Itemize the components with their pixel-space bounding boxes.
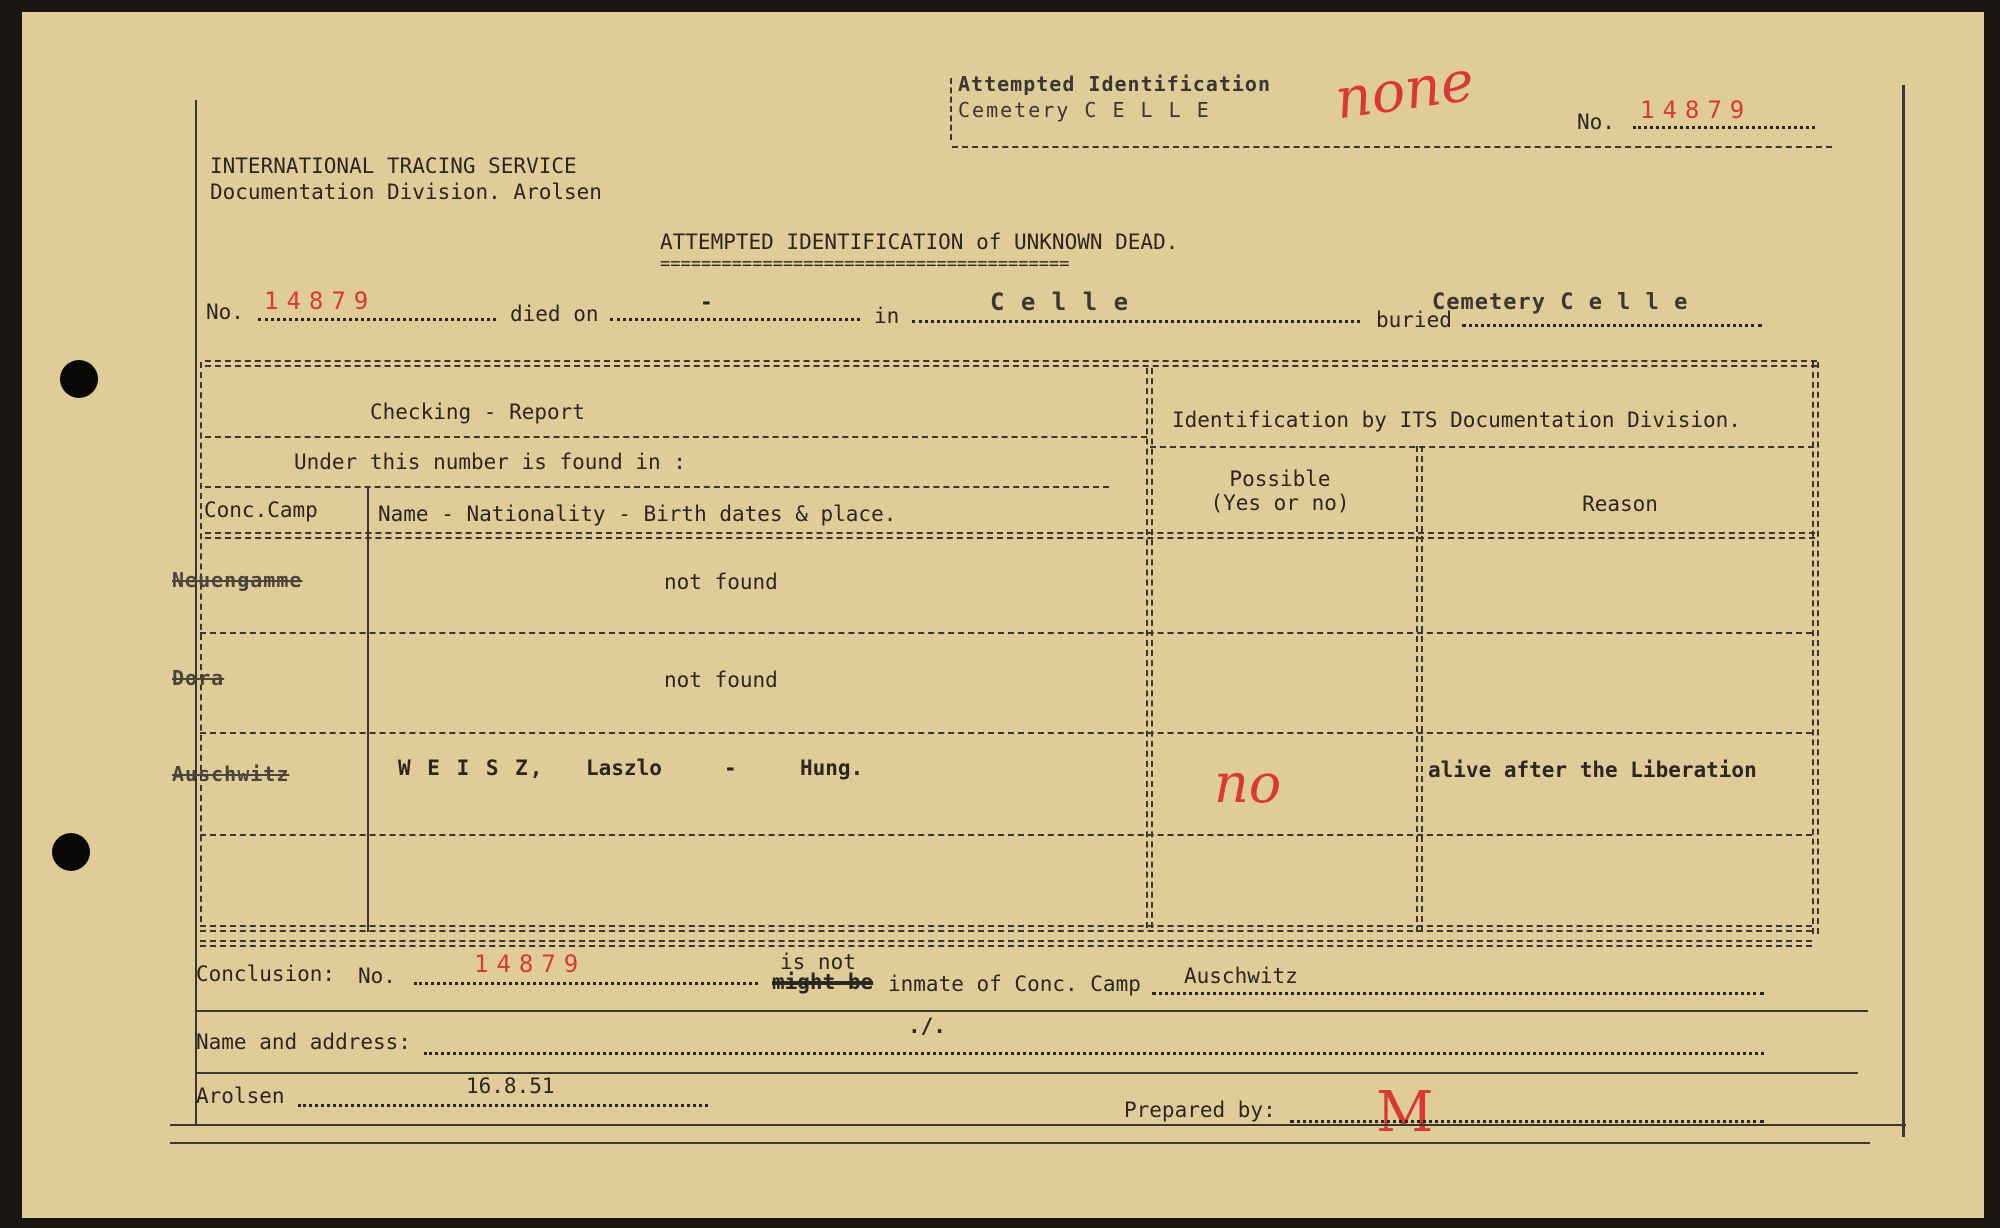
conclusion-inmate-text: inmate of Conc. Camp <box>888 972 1141 996</box>
record-no-dots <box>258 318 496 321</box>
stamp-border-left <box>950 78 952 140</box>
conclusion-label: Conclusion: <box>196 962 336 986</box>
form-title: ATTEMPTED IDENTIFICATION of UNKNOWN DEAD. <box>660 230 1179 254</box>
in-label: in <box>874 304 900 328</box>
row-camp: Dora <box>172 666 225 690</box>
checking-report-underline <box>205 436 1147 438</box>
row-separator <box>200 834 1812 836</box>
buried-label: buried <box>1376 308 1452 332</box>
handwritten-none: none <box>1331 48 1478 133</box>
header-no-dots <box>1633 126 1815 129</box>
table-bottom-border <box>200 925 1812 932</box>
footer-date-dots <box>298 1104 708 1107</box>
conclusion-no-dots <box>414 982 758 985</box>
stamp-title: Attempted Identification <box>958 72 1271 96</box>
prepared-by-dots <box>1290 1120 1764 1123</box>
identification-heading: Identification by ITS Documentation Division. <box>1172 408 1741 432</box>
row-name-nationality: Hung. <box>800 756 864 780</box>
table-header-separator <box>205 532 1815 539</box>
bottom-rule-2 <box>170 1142 1870 1144</box>
row-name-surname: W E I S Z, <box>398 756 545 780</box>
table-left-border <box>195 362 202 922</box>
found-in-label: Under this number is found in : <box>294 450 686 474</box>
row-camp: Auschwitz <box>172 762 290 786</box>
col-name-header: Name - Nationality - Birth dates & place. <box>378 502 897 526</box>
row-separator <box>200 732 1812 734</box>
died-on-value: - <box>700 290 713 314</box>
name-address-rule <box>196 1072 1858 1074</box>
row-separator <box>200 632 1812 634</box>
col-possible-header-1: Possible <box>1229 467 1331 491</box>
row-camp: Neuengamme <box>172 568 303 592</box>
conclusion-no-label: No. <box>358 964 396 988</box>
prepared-by-label: Prepared by: <box>1124 1098 1276 1122</box>
name-address-dots <box>424 1052 1764 1055</box>
row-name-given: Laszlo <box>586 756 662 780</box>
name-address-value: ./. <box>908 1014 946 1038</box>
table-bottom-border-2 <box>200 940 1812 947</box>
prepared-by-initial: M <box>1376 1080 1434 1145</box>
conclusion-struck-text: might be <box>772 970 874 994</box>
stamp-cemetery: Cemetery C E L L E <box>958 98 1211 122</box>
table-reason-separator <box>1416 446 1423 932</box>
conclusion-camp-dots <box>1152 992 1764 995</box>
record-no-label: No. <box>206 300 244 324</box>
in-dots <box>912 320 1360 323</box>
name-address-label: Name and address: <box>196 1030 411 1054</box>
org-division: Documentation Division. Arolsen <box>210 180 602 204</box>
table-mid-separator <box>1146 368 1153 928</box>
found-in-underline <box>205 486 1109 488</box>
col-possible-header-2: (Yes or no) <box>1210 491 1350 515</box>
table-top-border <box>205 360 1817 367</box>
punch-hole-top <box>60 360 98 398</box>
row-name-dash: - <box>724 756 737 780</box>
header-no-label: No. <box>1577 110 1615 134</box>
col-camp-header: Conc.Camp <box>204 498 318 522</box>
row-reason: alive after the Liberation <box>1428 758 1757 782</box>
punch-hole-bottom <box>52 833 90 871</box>
table-name-separator <box>367 486 369 932</box>
col-reason-header: Reason <box>1582 492 1658 516</box>
org-name: INTERNATIONAL TRACING SERVICE <box>210 154 577 178</box>
identification-underline <box>1150 446 1814 448</box>
row-possible-handwritten: no <box>1214 752 1282 815</box>
conclusion-camp-value: Auschwitz <box>1184 964 1298 988</box>
row-name: not found <box>664 668 778 692</box>
form-title-underline: ======================================== <box>660 254 1070 274</box>
in-value: C e l l e <box>990 288 1130 316</box>
checking-report-heading: Checking - Report <box>370 400 585 424</box>
conclusion-is-not: is not <box>780 950 856 974</box>
bottom-rule <box>170 1124 1906 1126</box>
died-on-dots <box>610 318 860 321</box>
row-name: not found <box>664 570 778 594</box>
header-no-value: 14879 <box>1640 96 1753 124</box>
footer-date-value: 16.8.51 <box>466 1074 555 1098</box>
buried-dots <box>1462 324 1762 327</box>
right-border-line-2 <box>1903 85 1905 1137</box>
footer-place-label: Arolsen <box>196 1084 285 1108</box>
conclusion-rule <box>196 1010 1868 1012</box>
conclusion-no-value: 14879 <box>474 950 587 978</box>
died-on-label: died on <box>510 302 599 326</box>
record-no-value: 14879 <box>264 287 377 315</box>
stamp-underline <box>952 146 1832 148</box>
buried-value: Cemetery C e l l e <box>1432 290 1689 315</box>
